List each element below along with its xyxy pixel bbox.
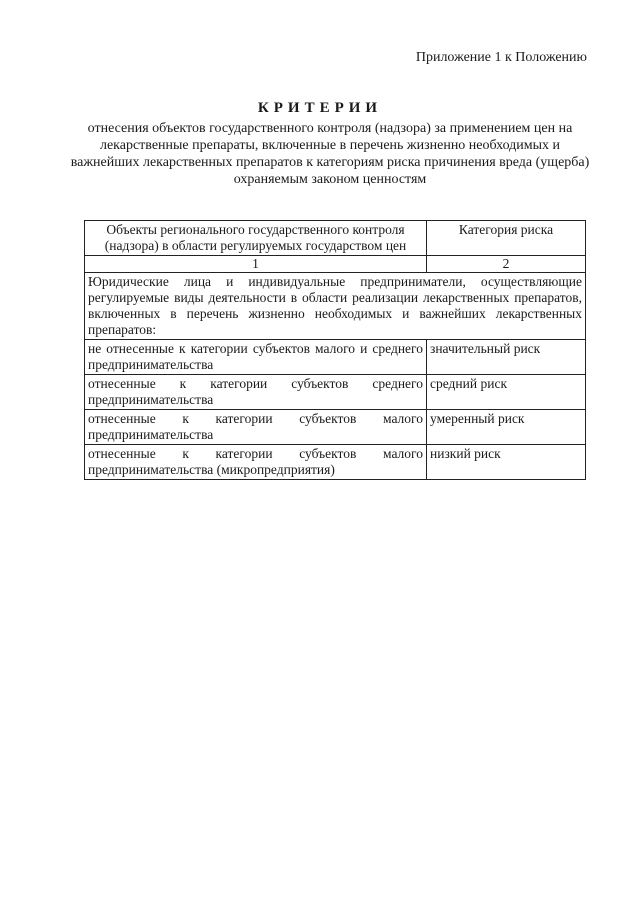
header-risk-category: Категория риска — [427, 221, 586, 256]
table-row — [85, 445, 586, 480]
table-row — [85, 340, 586, 375]
column-number-2: 2 — [427, 256, 586, 273]
row-object: отнесенные к категории субъектов малого предпринимательства (микропредприятия) — [85, 445, 427, 480]
table-row — [85, 375, 586, 410]
row-risk-category: умеренный риск — [427, 410, 586, 445]
document-title: КРИТЕРИИ — [257, 100, 383, 116]
row-object: отнесенные к категории субъектов малого предпринимательства — [85, 410, 427, 445]
header-objects: Объекты регионального государственного контроля (надзора) в области регулируемых государством цен — [85, 221, 427, 256]
column-number-1: 1 — [85, 256, 427, 273]
column-number-row — [85, 256, 586, 273]
row-object: отнесенные к категории субъектов среднего предпринимательства — [85, 375, 427, 410]
table-header-row — [85, 221, 586, 256]
row-risk-category: низкий риск — [427, 445, 586, 480]
appendix-reference: Приложение 1 к Положению — [415, 50, 587, 65]
row-risk-category: средний риск — [427, 375, 586, 410]
section-row — [85, 273, 586, 340]
criteria-table — [84, 220, 586, 480]
row-object: не отнесенные к категории субъектов малого и среднего предпринимательства — [85, 340, 427, 375]
section-row-text: Юридические лица и индивидуальные предприниматели, осуществляющие регулируемые виды деятельности в области реализации лекарственных препаратов, включенных в перечень жизненно необходимых и важнейших лекарственных препаратов: — [85, 273, 586, 340]
document-subtitle: отнесения объектов государственного контроля (надзора) за применением цен на лекарственные препараты, включенные в перечень жизненно необходимых и важнейших лекарственных препаратов к категориям риска причинения вреда (ущерба) охраняемым законом ценностям — [70, 121, 590, 187]
row-risk-category: значительный риск — [427, 340, 586, 375]
table-row — [85, 410, 586, 445]
